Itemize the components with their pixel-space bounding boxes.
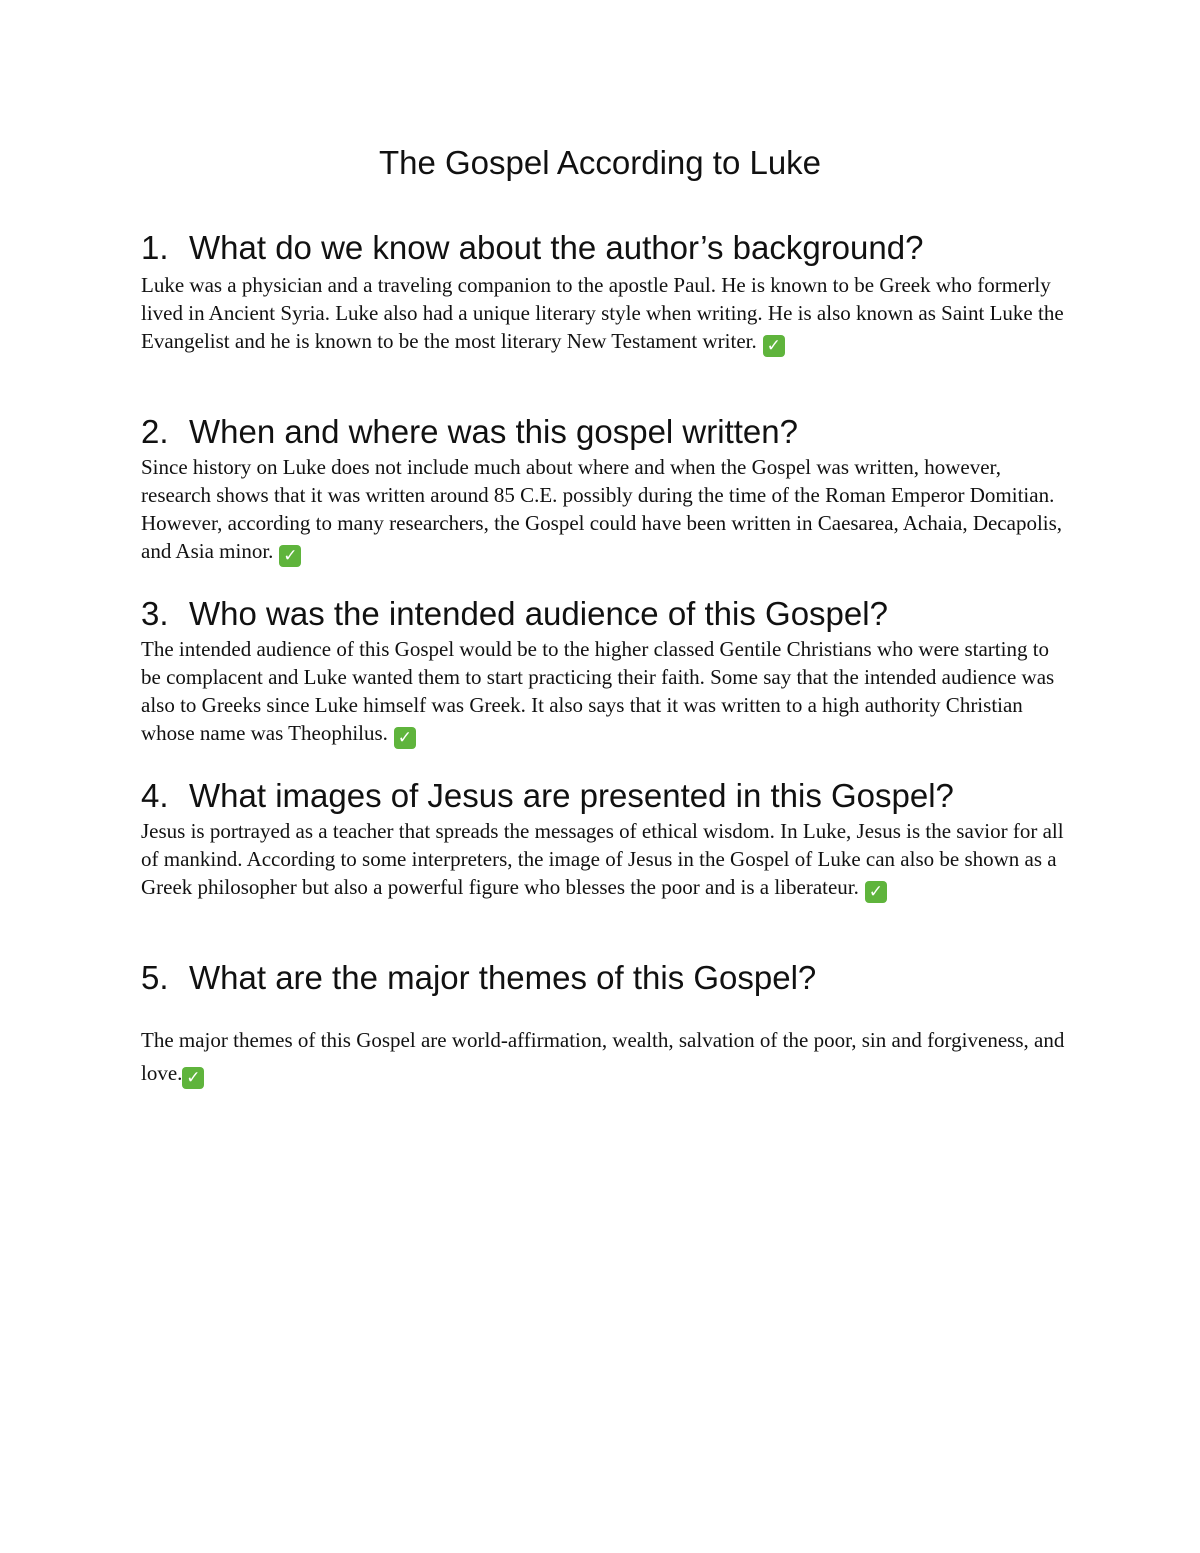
- question-number: 2.: [141, 413, 169, 450]
- check-mark-icon: ✓: [394, 727, 416, 749]
- question-text: What do we know about the author’s background?: [189, 229, 924, 266]
- question-heading: [141, 412, 798, 452]
- answer-text: The major themes of this Gospel are world-affirmation, wealth, salvation of the poor, sin and forgiveness, and love.: [141, 1028, 1065, 1085]
- question-number: 5.: [141, 959, 169, 996]
- answer-text: The intended audience of this Gospel would be to the higher classed Gentile Christians who were starting to be complacent and Luke wanted them to start practicing their faith. Some say that the intended audience was also to Greeks since Luke himself was Greek. It also says that it was written to a high authority Christian whose name was Theophilus.: [141, 637, 1055, 745]
- answer-paragraph: [141, 1024, 1066, 1090]
- answer-text: Luke was a physician and a traveling companion to the apostle Paul. He is known to be Greek who formerly lived in Ancient Syria. Luke also had a unique literary style when writing. He is also known as Saint Luke the Evangelist and he is known to be the most literary New Testament writer.: [141, 273, 1064, 353]
- check-mark-icon: ✓: [279, 545, 301, 567]
- question-number: 4.: [141, 777, 169, 814]
- question-heading: [141, 958, 816, 998]
- question-heading: [141, 594, 888, 634]
- answer-paragraph: [141, 817, 1066, 903]
- question-heading: [141, 776, 954, 816]
- answer-paragraph: [141, 453, 1066, 567]
- question-text: When and where was this gospel written?: [189, 413, 798, 450]
- answer-paragraph: [141, 635, 1066, 749]
- answer-text: Since history on Luke does not include much about where and when the Gospel was written, however, research shows that it was written around 85 C.E. possibly during the time of the Roman Emperor Domitian. However, according to many researchers, the Gospel could have been written in Caesarea, Achaia, Decapolis, and Asia minor.: [141, 455, 1063, 563]
- check-mark-icon: ✓: [763, 335, 785, 357]
- answer-paragraph: [141, 271, 1066, 357]
- question-text: What are the major themes of this Gospel?: [189, 959, 817, 996]
- question-text: Who was the intended audience of this Gospel?: [189, 595, 888, 632]
- answer-text: Jesus is portrayed as a teacher that spreads the messages of ethical wisdom. In Luke, Jesus is the savior for all of mankind. According to some interpreters, the image of Jesus in the Gospel of Luke can also be shown as a Greek philosopher but also a powerful figure who blesses the poor and is a liberateur.: [141, 819, 1064, 899]
- question-text: What images of Jesus are presented in this Gospel?: [189, 777, 954, 814]
- question-heading: [141, 228, 923, 268]
- check-mark-icon: ✓: [182, 1067, 204, 1089]
- check-mark-icon: ✓: [865, 881, 887, 903]
- question-number: 3.: [141, 595, 169, 632]
- document-title: The Gospel According to Luke: [378, 144, 822, 181]
- question-number: 1.: [141, 229, 169, 266]
